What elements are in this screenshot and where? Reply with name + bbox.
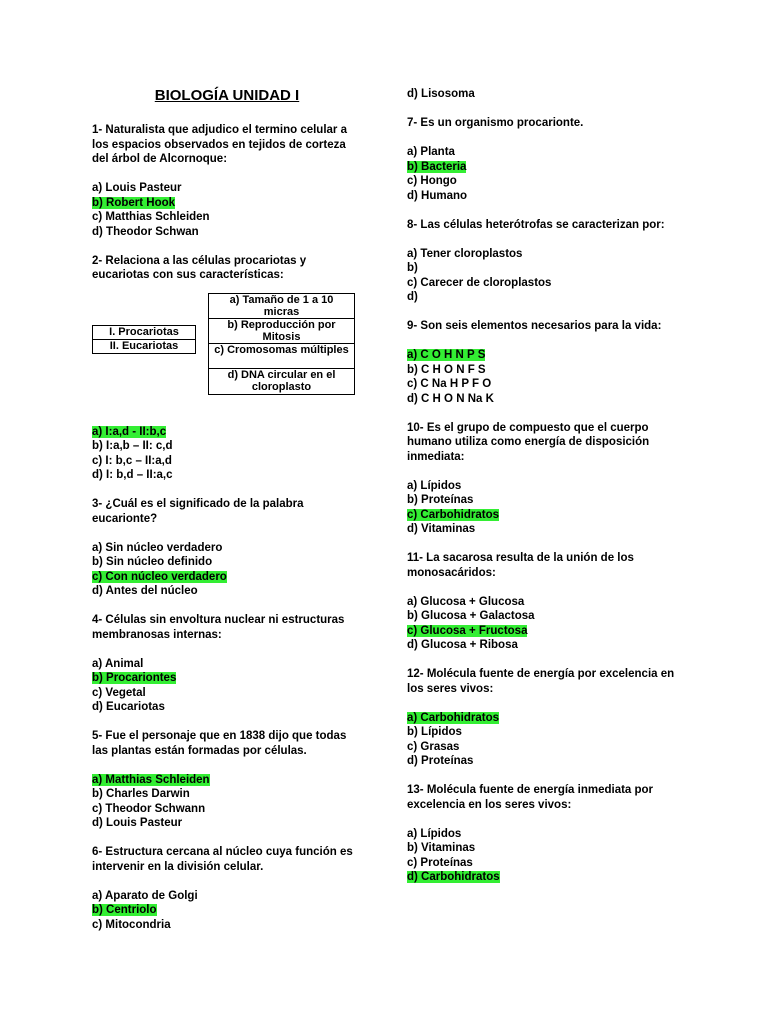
answer-text: a) Matthias Schleiden xyxy=(92,773,210,786)
answer-text: c) Proteínas xyxy=(407,856,473,869)
answer-option xyxy=(407,174,677,189)
answer-text: c) Hongo xyxy=(407,175,457,187)
answer-text: d) Louis Pasteur xyxy=(92,817,183,829)
answer-option xyxy=(407,841,677,856)
answer-option xyxy=(92,657,362,672)
question-block xyxy=(407,319,677,406)
question-block xyxy=(407,783,677,885)
answer-text: a) Sin núcleo verdadero xyxy=(92,541,223,554)
answer-option xyxy=(407,493,677,508)
answer-text: b) C H O N F S xyxy=(407,363,486,376)
answer-option xyxy=(92,889,362,904)
answer-option xyxy=(407,145,677,160)
characteristic-d: d) DNA circular en el cloroplasto xyxy=(227,368,336,393)
answer-option xyxy=(92,541,362,556)
options-list xyxy=(407,711,677,769)
answer-option xyxy=(92,700,362,715)
answer-text: b) Charles Darwin xyxy=(92,788,190,800)
question-text: 11- La sacarosa resulta de la unión de los monosacáridos: xyxy=(407,552,634,579)
correct-answer-option xyxy=(92,903,362,918)
question-text: 12- Molécula fuente de energía por excelencia en los seres vivos: xyxy=(407,668,675,695)
left-column xyxy=(92,123,362,947)
answer-option xyxy=(92,454,362,469)
answer-option xyxy=(92,816,362,831)
options-list xyxy=(407,348,677,406)
answer-option xyxy=(407,740,677,755)
answer-option xyxy=(92,555,362,570)
correct-answer-option xyxy=(92,570,362,585)
answer-text: c) Matthias Schleiden xyxy=(92,211,210,223)
answer-option: d) Lisosoma xyxy=(407,88,475,100)
answer-option xyxy=(92,468,362,483)
cell-type-procariotas: I. Procariotas xyxy=(93,326,195,340)
answer-option xyxy=(407,595,677,610)
answer-text: c) Vegetal xyxy=(92,686,146,699)
answer-text: a) Lípidos xyxy=(407,827,462,840)
answer-option xyxy=(407,638,677,653)
answer-text: d) xyxy=(407,291,418,303)
answer-text: b) Proteínas xyxy=(407,494,474,506)
answer-text: b) Vitaminas xyxy=(407,842,476,854)
answer-option xyxy=(92,225,362,240)
answer-text: d) Humano xyxy=(407,189,468,202)
answer-option xyxy=(92,210,362,225)
correct-answer-option xyxy=(407,870,677,885)
answer-text: d) Eucariotas xyxy=(92,701,165,713)
question-block xyxy=(407,218,677,305)
answer-text: c) Grasas xyxy=(407,740,460,753)
characteristic-c: c) Cromosomas múltiples xyxy=(209,344,354,369)
answer-option xyxy=(407,392,677,407)
options-list xyxy=(92,425,362,483)
answer-option xyxy=(92,181,362,196)
answer-option xyxy=(407,609,677,624)
answer-text: c) Con núcleo verdadero xyxy=(92,570,227,583)
matching-table xyxy=(92,293,362,425)
answer-option xyxy=(407,479,677,494)
correct-answer-option xyxy=(92,671,362,686)
characteristic-a: a) Tamaño de 1 a 10 micras xyxy=(209,294,354,319)
answer-text: a) Louis Pasteur xyxy=(92,182,182,194)
answer-text: a) Animal xyxy=(92,657,144,670)
question-block xyxy=(407,116,677,203)
question-block xyxy=(92,729,362,831)
answer-text: d) Vitaminas xyxy=(407,523,476,535)
question-text: 3- ¿Cuál es el significado de la palabra eucarionte? xyxy=(92,498,304,525)
answer-text: d) I: b,d – II:a,c xyxy=(92,469,173,481)
options-list xyxy=(92,181,362,239)
question-block xyxy=(92,123,362,239)
question-text: 10- Es el grupo de compuesto que el cuerpo humano utiliza como energía de disposición inmediata: xyxy=(407,421,650,463)
question-text: 8- Las células heterótrofas se caracterizan por: xyxy=(407,218,665,231)
answer-option xyxy=(92,439,362,454)
answer-option xyxy=(407,247,677,262)
options-list xyxy=(407,145,677,203)
options-list xyxy=(92,773,362,831)
answer-text: c) Mitocondria xyxy=(92,918,171,931)
answer-option xyxy=(92,802,362,817)
options-list xyxy=(92,541,362,599)
answer-text: a) Glucosa + Glucosa xyxy=(407,595,525,608)
question-block xyxy=(92,845,362,932)
options-list xyxy=(92,657,362,715)
answer-text: c) Carbohidratos xyxy=(407,508,500,521)
correct-answer-option xyxy=(92,773,362,788)
answer-text: b) Lípidos xyxy=(407,726,462,738)
answer-text: a) I:a,d - II:b,c xyxy=(92,425,167,438)
answer-text: b) I:a,b – II: c,d xyxy=(92,440,173,452)
correct-answer-option xyxy=(407,624,677,639)
question-text: 2- Relaciona a las células procariotas y eucariotas con sus características: xyxy=(92,254,307,281)
answer-text: b) Bacteria xyxy=(407,160,467,173)
answer-option xyxy=(407,827,677,842)
answer-option xyxy=(407,522,677,537)
options-list xyxy=(407,827,677,885)
correct-answer-option xyxy=(92,425,362,440)
answer-option xyxy=(407,754,677,769)
answer-text: b) Sin núcleo definido xyxy=(92,556,213,568)
correct-answer-option xyxy=(407,160,677,175)
answer-text: b) xyxy=(407,262,418,274)
answer-text: a) C O H N P S xyxy=(407,349,486,361)
options-list xyxy=(407,479,677,537)
answer-option xyxy=(407,276,677,291)
answer-text: a) Lípidos xyxy=(407,479,462,492)
question-text: 13- Molécula fuente de energía inmediata por excelencia en los seres vivos: xyxy=(407,784,654,811)
question-block xyxy=(92,613,362,715)
answer-option xyxy=(407,189,677,204)
question-text: 7- Es un organismo procarionte. xyxy=(407,117,584,129)
question-block xyxy=(92,497,362,599)
question-block xyxy=(407,667,677,769)
right-column xyxy=(407,87,677,899)
answer-option xyxy=(92,584,362,599)
question-2 xyxy=(92,254,362,483)
answer-option xyxy=(407,290,677,305)
answer-option xyxy=(92,686,362,701)
answer-text: a) Aparato de Golgi xyxy=(92,889,198,902)
options-list xyxy=(407,595,677,653)
answer-text: d) Proteínas xyxy=(407,755,474,767)
answer-text: d) Antes del núcleo xyxy=(92,585,198,597)
answer-text: a) Tener cloroplastos xyxy=(407,247,523,260)
answer-option xyxy=(407,856,677,871)
correct-answer-option xyxy=(407,508,677,523)
characteristics-table xyxy=(208,293,355,395)
answer-text: c) C Na H P F O xyxy=(407,378,492,390)
question-text: 4- Células sin envoltura nuclear ni estructuras membranosas internas: xyxy=(92,614,345,641)
answer-text: a) Planta xyxy=(407,146,455,158)
answer-option xyxy=(407,377,677,392)
page-title: BIOLOGÍA UNIDAD I xyxy=(154,87,300,104)
question-block xyxy=(407,421,677,537)
answer-text: b) Robert Hook xyxy=(92,196,176,209)
correct-answer-option xyxy=(92,196,362,211)
answer-text: d) Theodor Schwan xyxy=(92,225,199,238)
answer-text: c) Glucosa + Fructosa xyxy=(407,624,528,637)
answer-text: b) Centriolo xyxy=(92,904,157,916)
answer-option xyxy=(407,261,677,276)
question-text: 9- Son seis elementos necesarios para la vida: xyxy=(407,320,662,332)
answer-text: d) Glucosa + Ribosa xyxy=(407,639,518,651)
answer-text: c) Theodor Schwann xyxy=(92,802,206,815)
answer-text: c) Carecer de cloroplastos xyxy=(407,276,552,289)
question-text: 5- Fue el personaje que en 1838 dijo que todas las plantas están formadas por células. xyxy=(92,730,347,757)
answer-option xyxy=(407,725,677,740)
question-text: 6- Estructura cercana al núcleo cuya función es intervenir en la división celular. xyxy=(92,846,353,873)
correct-answer-option xyxy=(407,348,677,363)
cell-types-table xyxy=(92,325,196,354)
question-text: 1- Naturalista que adjudico el termino celular a los espacios observados en tejidos de corteza del árbol de Alcornoque: xyxy=(92,124,347,165)
answer-text: c) I: b,c – II:a,d xyxy=(92,454,172,467)
answer-text: a) Carbohidratos xyxy=(407,711,500,724)
options-list xyxy=(407,247,677,305)
options-list xyxy=(92,889,362,933)
question-block xyxy=(407,551,677,653)
answer-text: d) C H O N Na K xyxy=(407,392,494,405)
answer-text: d) Carbohidratos xyxy=(407,871,500,883)
characteristic-b: b) Reproducción por Mitosis xyxy=(209,319,354,344)
answer-option xyxy=(92,787,362,802)
answer-text: b) Procariontes xyxy=(92,672,177,684)
answer-text: b) Glucosa + Galactosa xyxy=(407,610,535,622)
answer-option xyxy=(92,918,362,933)
answer-option xyxy=(407,363,677,378)
correct-answer-option xyxy=(407,711,677,726)
cell-type-eucariotas: II. Eucariotas xyxy=(109,339,179,352)
